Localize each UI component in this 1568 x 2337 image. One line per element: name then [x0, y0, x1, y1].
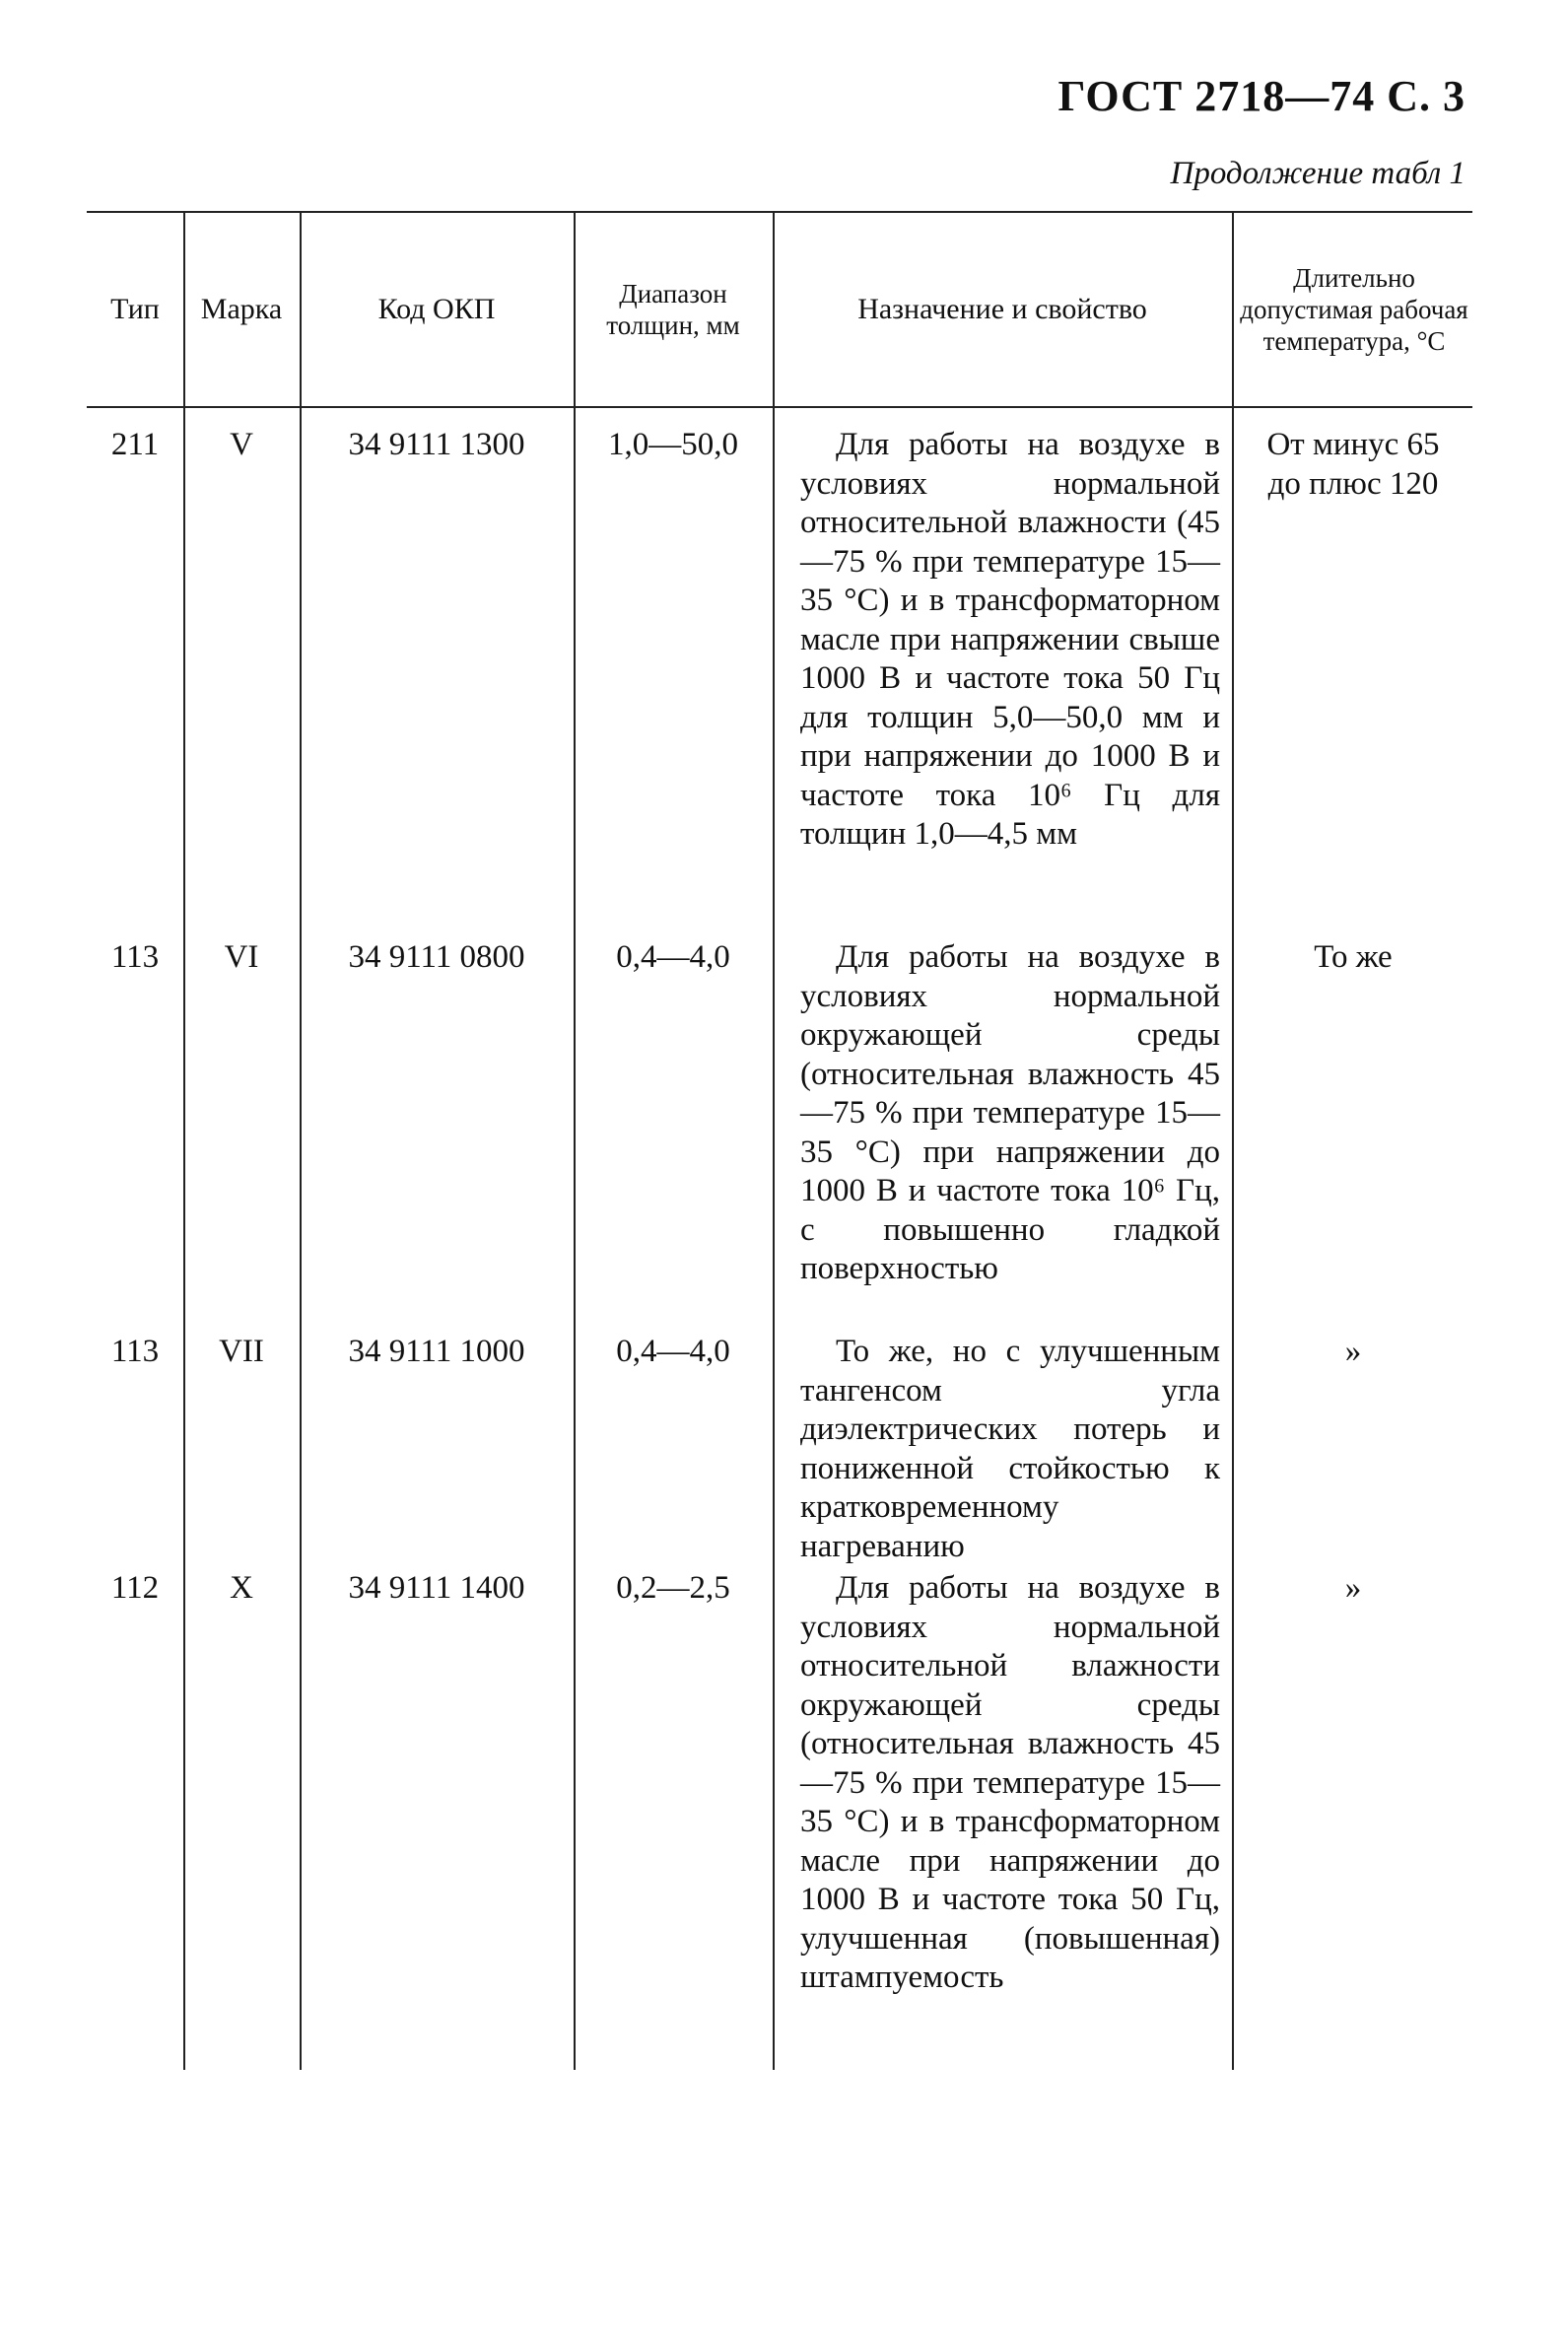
cell-mark: VII: [219, 1334, 264, 1369]
cell-code: 34 9111 1400: [348, 1570, 525, 1606]
cell-type: 112: [110, 1570, 160, 1606]
column-divider: [183, 211, 185, 2070]
cell-range: 0,4—4,0: [616, 1334, 730, 1369]
cell-temperature: »: [1344, 1570, 1362, 1606]
cell-temperature: От минус 65 до плюс 120: [1266, 427, 1440, 502]
cell-range: 1,0—50,0: [608, 427, 738, 462]
data-table: [87, 211, 1472, 2070]
cell-mark: VI: [224, 939, 259, 975]
cell-code: 34 9111 0800: [348, 939, 525, 975]
cell-purpose: Для работы на воздухе в условиях нормальной относительной влажности (45—75 % при температуре 15—35 °С) и в трансформаторном масле при напряжении свыше 1000 В и частоте тока 50 Гц для толщин 5,0—50,0 мм и при напряжении до 1000 В и частоте тока 10⁶ Гц для толщин 1,0—4,5 мм: [800, 427, 1220, 852]
column-divider: [773, 211, 775, 2070]
cell-purpose: Для работы на воздухе в условиях нормальной относительной влажности окружающей среды (относительная влажность 45—75 % при температуре 15—35 °С) и в трансформаторном масле при напряжении до 1000 В и частоте тока 50 Гц, улучшенная (повышенная) штампуемость: [800, 1570, 1220, 1995]
column-header-code: Код ОКП: [377, 293, 496, 325]
cell-type: 211: [110, 427, 160, 462]
column-header-range: Диапазон толщин, мм: [606, 279, 740, 340]
header-bottom-rule: [87, 406, 1472, 408]
page-header: ГОСТ 2718—74 С. 3: [1057, 72, 1466, 120]
cell-temperature: То же: [1314, 939, 1393, 975]
cell-range: 0,2—2,5: [616, 1570, 730, 1606]
column-header-purpose: Назначение и свойство: [857, 293, 1147, 325]
cell-type: 113: [110, 939, 160, 975]
cell-purpose: Для работы на воздухе в условиях нормальной окружающей среды (относительная влажность 45—75 % при температуре 15—35 °С) при напряжении до 1000 В и частоте тока 10⁶ Гц, с повышенно гладкой поверхностью: [800, 939, 1220, 1286]
cell-mark: V: [230, 427, 253, 462]
cell-code: 34 9111 1300: [348, 427, 525, 462]
cell-temperature: »: [1344, 1334, 1362, 1369]
column-header-mark: Марка: [200, 293, 283, 325]
column-divider: [1232, 211, 1234, 2070]
cell-purpose: То же, но с улучшенным тангенсом угла диэлектрических потерь и пониженной стойкостью к кратковременному нагреванию: [800, 1334, 1220, 1564]
table-continuation-label: Продолжение табл 1: [1170, 156, 1466, 191]
column-header-type: Тип: [110, 293, 160, 325]
cell-type: 113: [110, 1334, 160, 1369]
column-divider: [574, 211, 576, 2070]
cell-mark: X: [230, 1570, 253, 1606]
column-divider: [300, 211, 302, 2070]
cell-code: 34 9111 1000: [348, 1334, 525, 1369]
column-header-temperature: Длительно допустимая рабочая температура, °С: [1240, 263, 1468, 356]
cell-range: 0,4—4,0: [616, 939, 730, 975]
